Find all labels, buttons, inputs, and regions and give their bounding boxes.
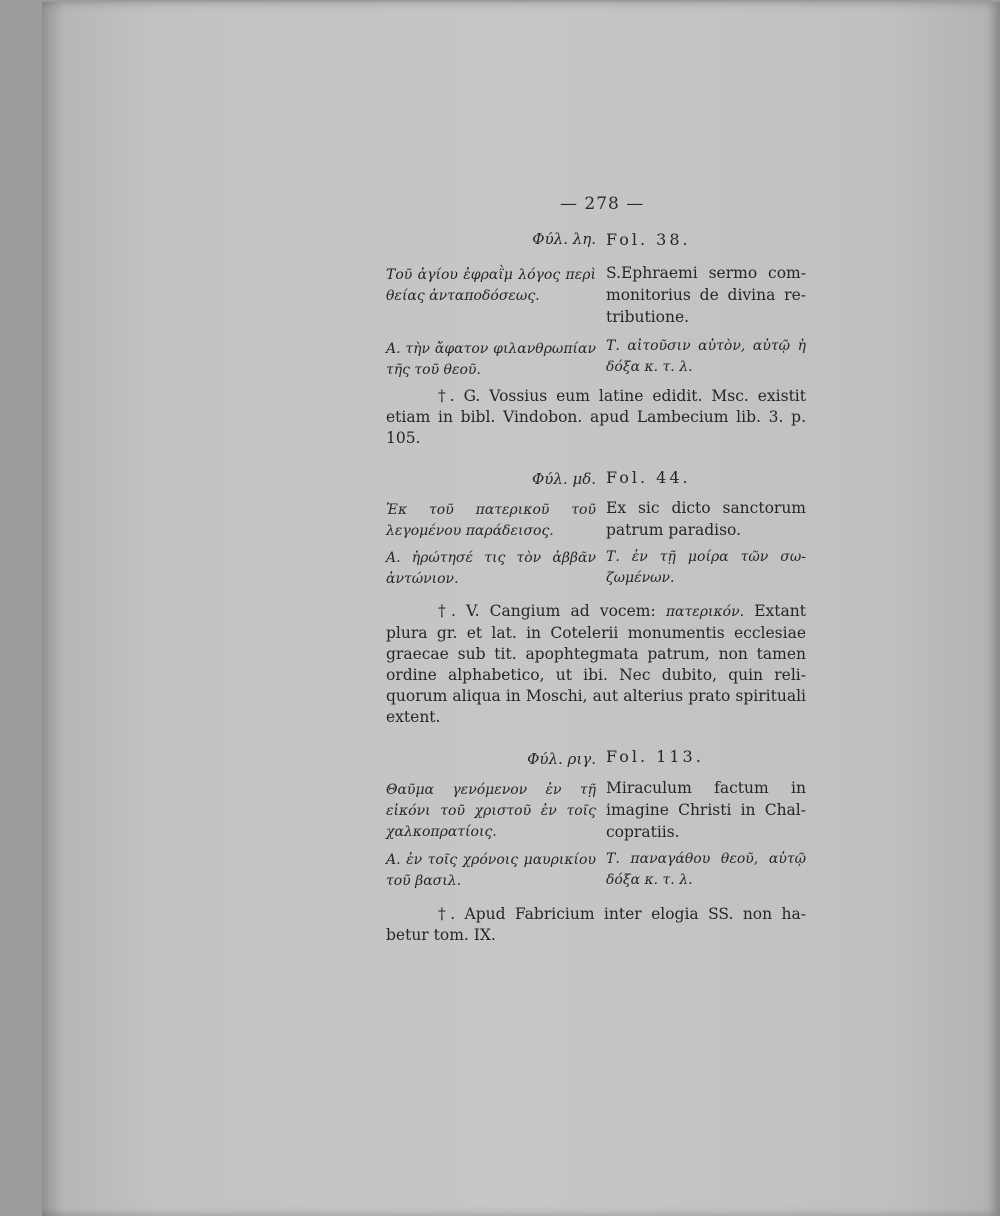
section-3-note: †. Apud Fabricium inter elogia SS. non habetur tom. IX. [386,905,806,944]
section-2-note-prefix: †. V. Cangium ad vocem: [438,602,656,620]
section-1-greek-header: Φύλ. λη. [532,230,596,248]
section-1-latin-title: S.Ephraemi sermo commonitorius de divina retributione. [606,264,806,326]
section-3-greek-header: Φύλ. ριγ. [527,750,596,768]
section-1-latin-explicit: Τ. αἰτοῦσιν αὐτὸν, αὐτῷ ἡ δόξα κ. τ. λ. [606,338,806,375]
section-2-note-greek: πατερικόν. [665,604,745,620]
section-3-greek-incipit: Α. ἐν τοῖς χρόνοις μαυρικίου τοῦ βασιλ. [386,852,596,889]
section-2-greek-incipit: Α. ἠρώτησέ τις τὸν ἀββᾶν ἀντώνιον. [386,550,596,587]
section-3-latin-explicit: Τ. παναγάθου θεοῦ, αὐτῷ δόξα κ. τ. λ. [606,851,806,888]
section-2-greek-header: Φύλ. μδ. [531,470,596,488]
section-2-greek-title: Ἐκ τοῦ πατερικοῦ τοῦ λεγομένου παράδεισος. [386,502,596,539]
section-3-latin-title: Miraculum factum in imagine Christi in Chalcopratiis. [606,779,806,841]
section-3-latin-header: Fol. 113. [606,747,704,766]
section-1-note: †. G. Vossius eum latine edidit. Msc. existit etiam in bibl. Vindobon. apud Lambecium lib. 3. p. 105. [386,387,806,447]
section-2-note-suffix: Extant plura gr. et lat. in Cotelerii monumentis ecclesiae graecae sub tit. apophtegmata patrum, non tamen ordine alphabetico, ut ibi. Nec dubito, quin reliquorum aliqua in Moschi, aut alterius prato spirituali extent. [386,602,806,726]
section-2-latin-explicit: Τ. ἐν τῇ μοίρα τῶν σωζωμένων. [606,549,806,586]
section-1-greek-title: Τοῦ ἁγίου ἐφραῒμ λόγος περὶ θείας ἀνταποδόσεως. [386,267,596,304]
section-1-latin-header: Fol. 38. [606,230,691,249]
section-2-latin-title: Ex sic dicto sanctorum patrum paradiso. [606,499,806,539]
section-2-note [386,601,806,728]
section-2-latin-header: Fol. 44. [606,468,691,487]
section-1-greek-incipit: Α. τὴν ἄφατον φιλανθρωπίαν τῆς τοῦ θεοῦ. [386,341,596,378]
section-3-greek-title: Θαῦμα γενόμενον ἐν τῇ εἰκόνι τοῦ χριστοῦ ἐν τοῖς χαλκοπρατίοις. [386,782,596,840]
page-number: — 278 — [560,194,645,214]
